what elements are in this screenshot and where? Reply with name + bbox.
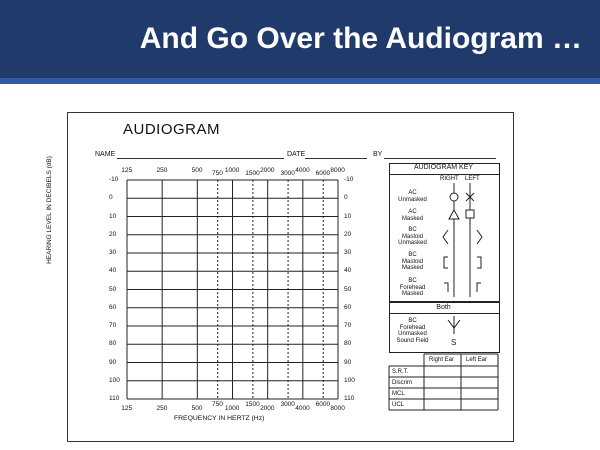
- date-label: DATE: [287, 151, 306, 158]
- freq-tick-bottom: 125: [121, 405, 133, 412]
- freq-tick-bottom: 8000: [330, 405, 345, 412]
- db-tick-right: 40: [344, 267, 352, 275]
- db-tick-left: 60: [109, 303, 117, 311]
- bracket-left-icon: [444, 257, 448, 268]
- db-tick-right: -10: [344, 176, 354, 183]
- by-label: BY: [373, 151, 383, 158]
- freq-minor-tick-top: 6000: [315, 170, 331, 177]
- db-tick-right: 10: [344, 212, 352, 220]
- key-label-ac-masked: AC Masked: [401, 209, 423, 222]
- freq-tick-bottom: 2000: [260, 405, 275, 412]
- freq-minor-tick-bottom: 750: [212, 401, 223, 408]
- db-tick-left: 30: [109, 249, 117, 256]
- key-label-bc-forehead-masked: BC Forehead Masked: [399, 278, 426, 297]
- db-tick-left: 80: [109, 340, 117, 348]
- db-tick-right: 60: [344, 303, 352, 311]
- db-tick-right: 90: [344, 358, 352, 366]
- square-icon: [466, 210, 474, 218]
- db-tick-left: 90: [109, 358, 117, 366]
- key-right-header: RIGHT: [440, 176, 459, 182]
- freq-minor-tick-top: 3000: [280, 170, 295, 177]
- db-tick-left: 20: [109, 230, 117, 238]
- key-label-bc-mastoid-masked: BC Mastoid Masked: [401, 252, 423, 271]
- less-than-icon: [443, 230, 448, 244]
- freq-minor-tick-top: 750: [212, 170, 223, 177]
- db-tick-right: 80: [344, 340, 352, 348]
- freq-tick-top: 250: [156, 167, 168, 174]
- key-label-bc-forehead-unmasked: BC Forehead Unmasked Sound Field: [396, 318, 429, 344]
- freq-tick-top: 8000: [330, 167, 345, 174]
- db-tick-left: 50: [109, 285, 117, 293]
- sound-field-s-icon: S: [451, 338, 457, 347]
- db-tick-left: 110: [109, 395, 120, 402]
- key-label-bc-mastoid-unmasked: BC Mastoid Unmasked: [398, 227, 427, 246]
- name-label: NAME: [95, 151, 116, 158]
- form-title: AUDIOGRAM: [123, 121, 221, 138]
- table-header-left-ear: Left Ear: [466, 357, 488, 363]
- freq-minor-tick-bottom: 3000: [280, 401, 295, 408]
- db-tick-right: 50: [344, 285, 352, 293]
- freq-tick-top: 2000: [260, 167, 275, 174]
- both-divider: [389, 313, 499, 314]
- db-tick-left: 10: [109, 212, 117, 220]
- freq-minor-tick-bottom: 6000: [315, 401, 331, 408]
- greater-than-icon: [477, 230, 482, 244]
- db-tick-right: 30: [344, 249, 352, 256]
- db-tick-left: 100: [109, 376, 120, 384]
- freq-tick-bottom: 1000: [224, 405, 240, 412]
- freq-tick-bottom: 4000: [295, 405, 310, 412]
- db-tick-right: 20: [344, 230, 352, 238]
- db-tick-right: 100: [344, 376, 355, 384]
- db-tick-right: 70: [344, 322, 352, 329]
- y-axis-label: HEARING LEVEL IN DECIBELS (dB): [46, 156, 53, 264]
- key-title: AUDIOGRAM KEY: [413, 164, 474, 171]
- freq-tick-bottom: 500: [191, 405, 203, 412]
- corner-left-icon: [444, 283, 448, 292]
- bracket-right-icon: [477, 257, 481, 268]
- both-title: Both: [436, 304, 451, 311]
- table-row-discrim: Discrim: [392, 380, 412, 386]
- key-left-header: LEFT: [465, 176, 480, 182]
- db-tick-left: 40: [109, 267, 117, 275]
- db-tick-left: 0: [109, 194, 113, 202]
- freq-tick-bottom: 250: [156, 405, 168, 412]
- freq-tick-top: 4000: [295, 167, 310, 174]
- table-row-ucl: UCL: [392, 402, 405, 408]
- db-tick-right: 110: [344, 395, 355, 402]
- freq-tick-top: 1000: [224, 167, 240, 174]
- freq-minor-tick-bottom: 1500: [245, 401, 260, 408]
- slide-title: And Go Over the Audiogram …: [139, 22, 582, 55]
- circle-icon: [450, 193, 458, 201]
- db-tick-left: 70: [109, 322, 117, 329]
- freq-tick-top: 125: [121, 167, 133, 174]
- triangle-icon: [449, 210, 459, 219]
- freq-tick-top: 500: [191, 167, 203, 174]
- x-axis-label: FREQUENCY IN HERTZ (Hz): [174, 415, 265, 422]
- key-label-ac-unmasked: AC Unmasked: [398, 190, 427, 203]
- freq-minor-tick-top: 1500: [245, 170, 260, 177]
- corner-right-icon: [477, 283, 481, 292]
- table-row-mcl: MCL: [392, 391, 405, 397]
- db-tick-right: 0: [344, 194, 348, 202]
- table-header-right-ear: Right Ear: [429, 357, 455, 363]
- table-row-srt: S.R.T.: [392, 369, 409, 375]
- db-tick-left: -10: [109, 176, 119, 183]
